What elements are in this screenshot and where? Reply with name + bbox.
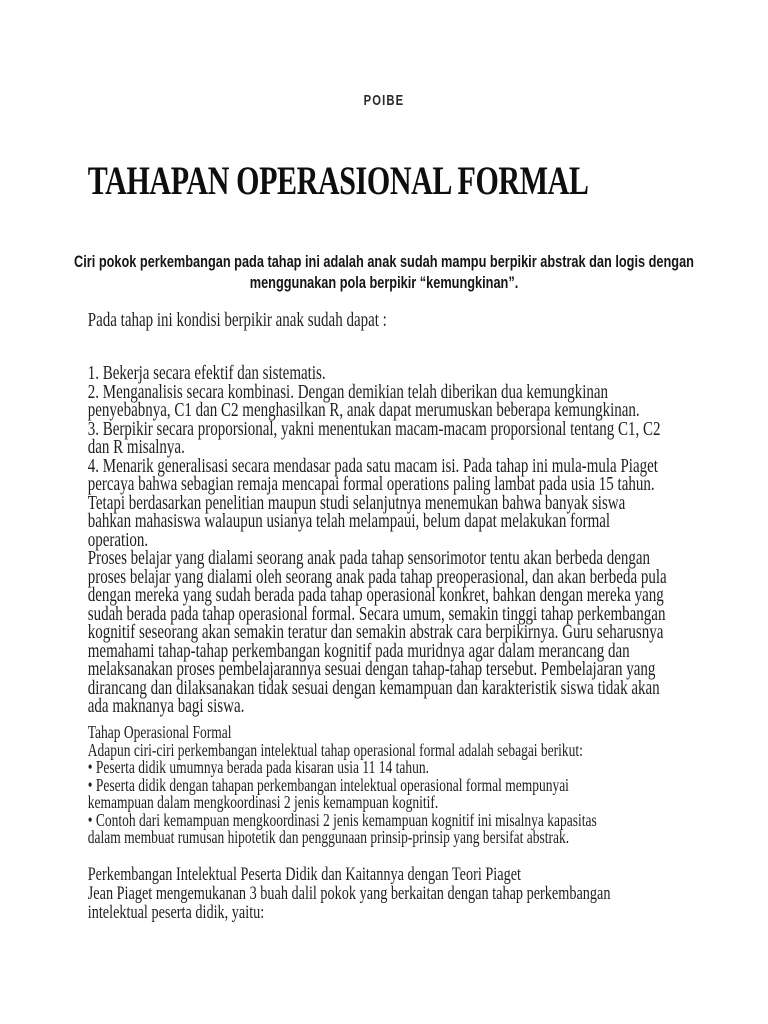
text-line: operation. xyxy=(87,528,149,551)
text-line: melaksanakan proses pembelajarannya sesuai dengan tahap-tahap tersebut. Pembelajaran yang xyxy=(87,658,656,680)
section-perkembangan-intelektual xyxy=(88,865,733,922)
numbered-list xyxy=(88,364,733,549)
body-text-block xyxy=(88,364,733,716)
text-line: dengan mereka yang sudah berada pada tahap operasional konkret, bahkan dengan mereka yang xyxy=(87,584,664,606)
text-line: Adapun ciri-ciri perkembangan intelektual tahap operasional formal adalah sebagai berikut: xyxy=(87,739,583,760)
text-line: Tetapi berdasarkan penelitian maupun studi selanjutnya menemukan bahwa banyak siswa xyxy=(87,491,626,514)
text-line: menggunakan pola berpikir “kemungkinan”. xyxy=(249,272,519,292)
text-line: 3. Berpikir secara proporsional, yakni menentukan macam-macam proporsional tentang C1, C2 xyxy=(87,417,661,440)
body-paragraph xyxy=(88,549,733,716)
text-line: Jean Piaget mengemukanan 3 buah dalil pokok yang berkaitan dengan tahap perkembangan xyxy=(87,883,611,904)
text-line: intelektual peserta didik, yaitu: xyxy=(87,902,265,923)
text-line: dalam membuat rumusan hipotetik dan penggunaan prinsip-prinsip yang bersifat abstrak. xyxy=(87,827,570,847)
text-line: Tahap Operasional Formal xyxy=(87,722,232,742)
intro-text: Pada tahap ini kondisi berpikir anak sudah dapat : xyxy=(87,309,387,331)
section-tahap-operasional-formal xyxy=(88,724,733,847)
page-header-text: POIBE xyxy=(363,92,405,109)
document-subtitle xyxy=(0,252,768,293)
text-line: proses belajar yang dialami oleh seorang anak pada tahap preoperasional, dan akan berbeda pula xyxy=(87,565,667,588)
text-line: 1. Bekerja secara efektif dan sistematis. xyxy=(87,362,326,384)
text-line: dan R misalnya. xyxy=(87,436,185,458)
text-line: percaya bahwa sebagian remaja mencapai formal operations paling lambat pada usia 15 tahun. xyxy=(87,473,655,495)
text-line: • Peserta didik umumnya berada pada kisaran usia 11 14 tahun. xyxy=(87,757,430,777)
text-line: dirancang dan dilaksanakan tidak sesuai dengan kemampuan dan karakteristik siswa tidak akan xyxy=(87,676,660,699)
text-line: sudah berada pada tahap operasional formal. Secara umum, semakin tinggi tahap perkembangan xyxy=(87,602,666,625)
text-line: memahami tahap-tahap perkembangan kognitif pada muridnya agar dalam merancang dan xyxy=(87,639,630,662)
text-line: ada maknanya bagi siswa. xyxy=(87,695,245,717)
text-line: • Peserta didik dengan tahapan perkembangan intelektual operasional formal mempunyai xyxy=(87,774,569,795)
text-line: bahkan mahasiswa walaupun usianya telah melampaui, belum dapat melakukan formal xyxy=(87,510,611,532)
text-line: kognitif seseorang akan semakin teratur dan semakin abstrak cara berpikirnya. Guru seharusnya xyxy=(87,621,664,643)
text-line: 4. Menarik generalisasi secara mendasar pada satu macam isi. Pada tahap ini mula-mula Piaget xyxy=(87,454,658,477)
text-line: kemampuan dalam mengkoordinasi 2 jenis kemampuan kognitif. xyxy=(87,792,439,812)
text-line: Perkembangan Intelektual Peserta Didik dan Kaitannya dengan Teori Piaget xyxy=(87,864,521,885)
document-title: TAHAPAN OPERASIONAL FORMAL xyxy=(87,158,589,203)
text-line: • Contoh dari kemampuan mengkoordinasi 2 jenis kemampuan kognitif ini misalnya kapasitas xyxy=(87,809,597,830)
text-line: penyebabnya, C1 dan C2 menghasilkan R, anak dapat merumuskan beberapa kemungkinan. xyxy=(87,399,640,421)
text-line: Proses belajar yang dialami seorang anak pada tahap sensorimotor tentu akan berbeda dengan xyxy=(87,547,651,569)
text-line: 2. Menganalisis secara kombinasi. Dengan demikian telah diberikan dua kemungkinan xyxy=(87,380,609,403)
text-line: Ciri pokok perkembangan pada tahap ini adalah anak sudah mampu berpikir abstrak dan logis dengan xyxy=(74,252,694,271)
